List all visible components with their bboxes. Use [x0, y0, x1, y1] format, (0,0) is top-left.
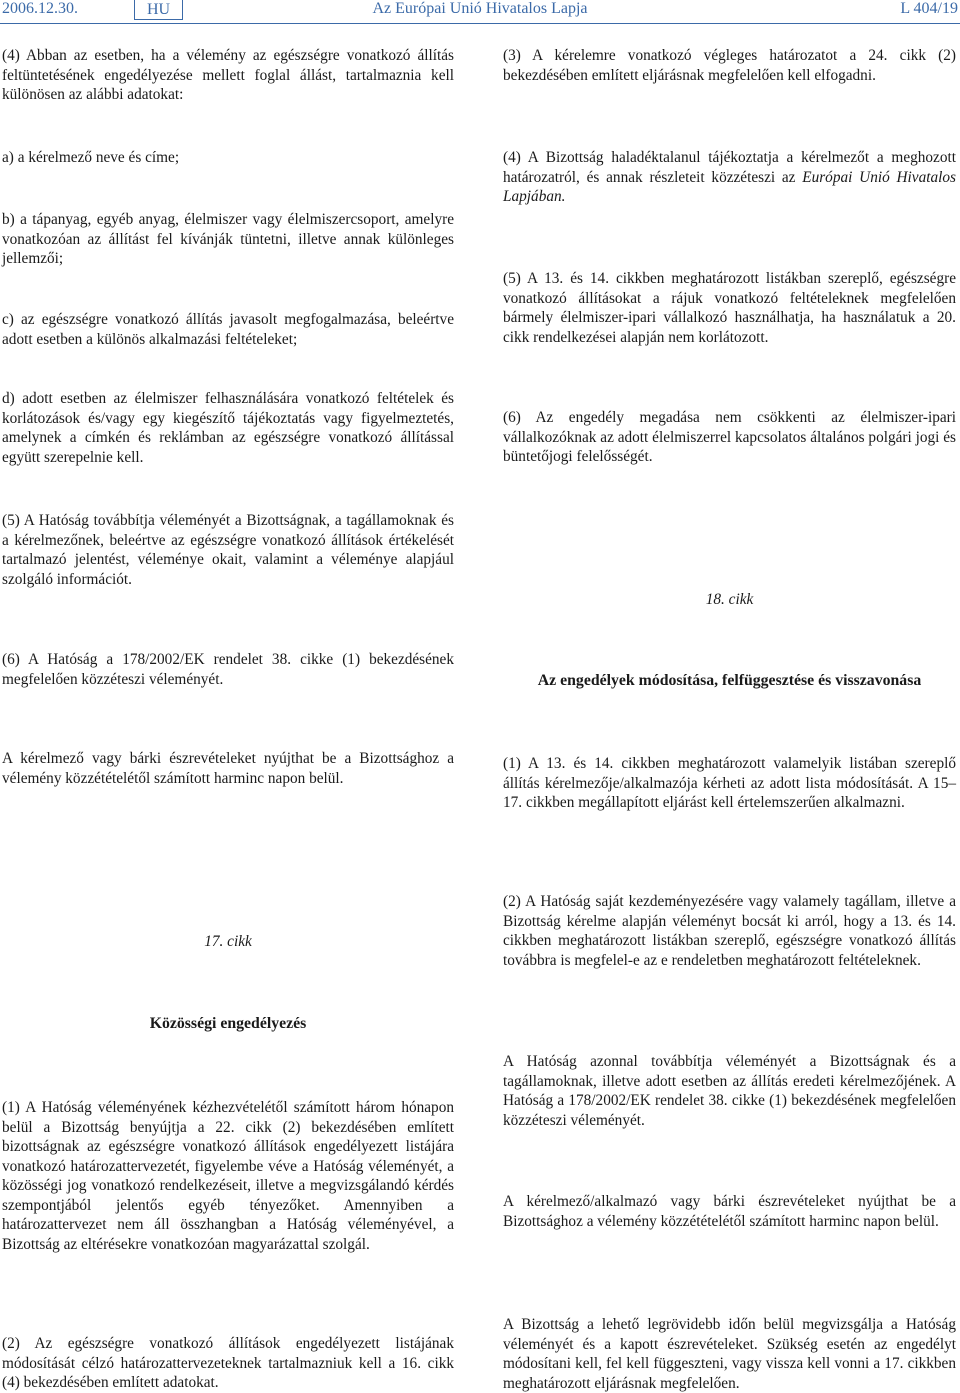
paragraph-16-5: (5) A Hatóság továbbítja véleményét a Bizottságnak, a tagállamoknak és a kérelmezőnek, beleértve az egészségre vonatkozó állítások értékelését tartalmazó jelentést, véleménye okait, valamint a véleménye alapjául szolgáló információt.	[2, 512, 454, 588]
list-item-d: d) adott esetben az élelmiszer felhasználására vonatkozó feltételek és korlátozások és/vagy egy kiegészítő tájékoztatás vagy figyelmeztetés, amelynek a címkén és reklámban az egészségre vonatkozó állítással együtt szerepelnie kell.	[2, 390, 454, 466]
language-badge: HU	[134, 0, 183, 20]
paragraph-18-3: A Hatóság azonnal továbbítja véleményét a Bizottságnak és a tagállamoknak, illetve adott esetben az állítás eredeti kérelmezőjének. A Hatóság a 178/2002/EK rendelet 38. cikke (1) bekezdésének megfelelően közzéteszi véleményét.	[503, 1053, 956, 1129]
article-18-number: 18. cikk	[705, 591, 754, 608]
list-item-c: c) az egészségre vonatkozó állítás javasolt megfogalmazása, beleértve adott esetben a különös alkalmazási feltételeket;	[2, 311, 454, 348]
article-17-title: Közösségi engedélyezés	[149, 1015, 307, 1032]
paragraph-17-6: (6) Az engedély megadása nem csökkenti az élelmiszer-ipari vállalkozóknak az adott élelmiszerrel kapcsolatos általános polgári jogi és büntetőjogi felelősségét.	[503, 409, 956, 465]
paragraph-17-4	[503, 148, 956, 207]
paragraph-17-4-text: (4) A Bizottság haladéktalanul tájékoztatja a kérelmezőt a meghozott határozatról, és annak részleteit közzéteszi az	[503, 149, 956, 186]
article-17-number: 17. cikk	[204, 933, 252, 950]
header-date: 2006.12.30.	[2, 0, 78, 17]
header-rule	[0, 23, 960, 24]
paragraph-comment-period: A kérelmező vagy bárki észrevételeket nyújthat be a Bizottsághoz a vélemény közzétételétől számított harminc napon belül.	[2, 750, 454, 787]
paragraph-16-4: (4) Abban az esetben, ha a vélemény az egészségre vonatkozó állítás feltüntetésének engedélyezése mellett foglal állást, tartalmaznia kell különösen az alábbi adatokat:	[2, 47, 454, 103]
paragraph-18-4: A kérelmező/alkalmazó vagy bárki észrevételeket nyújthat be a Bizottsághoz a vélemény közzétételétől számított harminc napon belül.	[503, 1193, 956, 1230]
paragraph-18-2: (2) A Hatóság saját kezdeményezésére vagy valamely tagállam, illetve a Bizottság kérelme alapján véleményt bocsát ki arról, hogy a 13. és 14. cikkben meghatározott listákban szereplő, egészségre vonatkozó állítás továbbra is megfelel-e az e rendeletben meghatározott feltételeknek.	[503, 893, 956, 969]
paragraph-17-3: (3) A kérelemre vonatkozó végleges határozatot a 24. cikk (2) bekezdésében említett eljárásnak megfelelően kell elfogadni.	[503, 47, 956, 84]
list-item-a: a) a kérelmező neve és címe;	[2, 149, 180, 166]
page-number: L 404/19	[900, 0, 958, 17]
page-header	[0, 0, 960, 22]
article-18-title: Az engedélyek módosítása, felfüggesztése és visszavonása	[537, 672, 922, 689]
journal-title: Az Európai Unió Hivatalos Lapja	[372, 0, 588, 17]
paragraph-18-1: (1) A 13. és 14. cikkben meghatározott valamelyik listában szereplő állítás kérelmezője/alkalmazója kérheti az adott lista módosítását. A 15–17. cikkben megállapított eljárást kell értelemszerűen alkalmazni.	[503, 755, 956, 811]
paragraph-17-1: (1) A Hatóság véleményének kézhezvételétől számított három hónapon belül a Bizottság benyújtja a 22. cikk (2) bekezdésében említett bizottságnak az egészségre vonatkozó állítások engedélyezett listájára vonatkozó határozattervezetét, figyelembe véve a Hatóság véleményét, a közösségi jog vonatkozó rendelkezéseit, illetve a megvizsgálandó kérdés szempontjából jelentős egyéb tényezőket. Amennyiben a határozattervezet nem áll összhangban a Hatóság véleményével, a Bizottság az eltérésekre vonatkozóan magyarázattal szolgál.	[2, 1099, 454, 1253]
list-item-b: b) a tápanyag, egyéb anyag, élelmiszer vagy élelmiszercsoport, amelyre vonatkozóan az állítást fel kívánják tüntetni, illetve annak különleges jellemzői;	[2, 211, 454, 267]
paragraph-18-5: A Bizottság a lehető legrövidebb időn belül megvizsgálja a Hatóság véleményét és a kapott észrevételeket. Szükség esetén az engedélyt módosítani kell, fel kell függeszteni, vagy vissza kell vonni a 17. cikkben meghatározott eljárásnak megfelelően.	[503, 1316, 956, 1392]
paragraph-17-2: (2) Az egészségre vonatkozó állítások engedélyezett listájának módosítását célzó határozattervezeteknek tartalmazniuk kell a 16. cikk (4) bekezdésében említett adatokat.	[2, 1335, 454, 1391]
paragraph-16-6: (6) A Hatóság a 178/2002/EK rendelet 38. cikke (1) bekezdésének megfelelően közzéteszi véleményét.	[2, 651, 454, 688]
paragraph-17-5: (5) A 13. és 14. cikkben meghatározott listákban szereplő, egészségre vonatkozó állításokat a rájuk vonatkozó feltételeknek megfelelően bármely élelmiszer-ipari vállalkozó használhatja, ha használatuk a 20. cikk rendelkezései alapján nem korlátozott.	[503, 270, 956, 346]
journal-reference: Európai Unió Hivatalos Lapjában.	[503, 168, 956, 205]
